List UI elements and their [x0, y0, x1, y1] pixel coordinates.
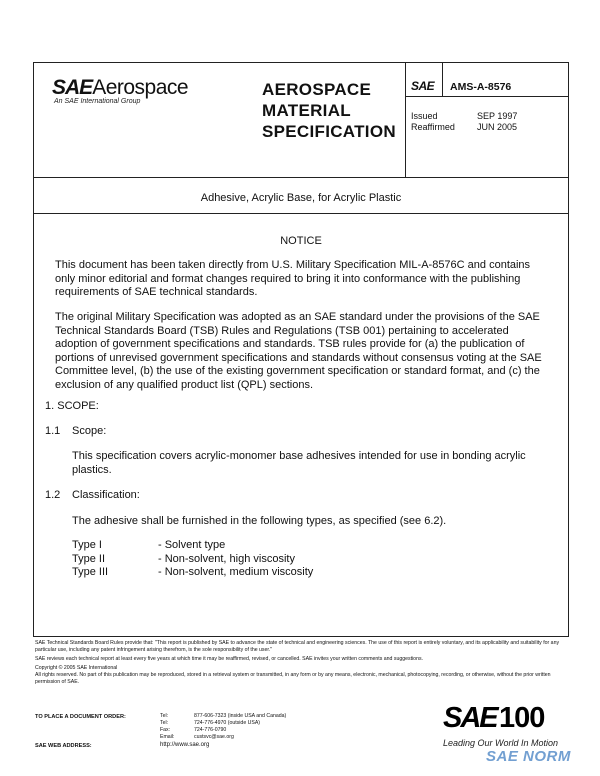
type-row	[72, 553, 313, 567]
title-line-1: AEROSPACE	[262, 80, 372, 99]
reaffirmed-value: JUN 2005	[477, 122, 518, 132]
footer-copyright: Copyright © 2005 SAE International	[35, 665, 118, 671]
type-label: Type II	[72, 552, 106, 565]
contact-label: Email:	[160, 734, 175, 740]
section-1-1-number: 1.1	[45, 425, 61, 437]
type-label: Type III	[72, 566, 109, 578]
title-line-3: SPECIFICATION	[262, 122, 396, 141]
issued-label: Issued	[411, 111, 438, 121]
doc-number: AMS-A-8576	[450, 81, 512, 93]
footer-review: SAE reviews each technical report at least every five years at which time it may be reaffirmed, revised, or cancelled. SAE invites your written comments and suggestions.	[35, 656, 423, 662]
notice-para-2: The original Military Specification was adopted as an SAE standard under the provisions of the SAE Technical Standards Board (TSB) Rules and Regulations (TSB 001) pertaining to accelerated adoption of government specifications and standards. TSB rules provide for (a) the publication of portions of unrevised government specifications and standards without consensus voting at the SAE Committee level, (b) the use of the existing government specification or standard format, and (c) the exclusion of any qualified product list (QPL) sections.	[55, 311, 542, 391]
logo-sae-text: SAE	[52, 76, 93, 99]
sae-100-logo-sae: SAE	[443, 702, 497, 734]
notice-heading: NOTICE	[280, 235, 322, 247]
issue-dates	[411, 111, 517, 133]
footer-tsb-rules: SAE Technical Standards Board Rules provide that: "This report is published by SAE to advance the state of technical and engineering sciences. The use of this report is entirely voluntary, and its applicability and suitability for any particular use, including any patent infringement arising therefrom, is the sole responsibility of the user."	[35, 640, 560, 653]
section-1-1-title: Scope:	[72, 425, 107, 437]
contact-value[interactable]: 877-606-7323 (inside USA and Canada)	[194, 713, 287, 719]
contact-label: Tel:	[160, 720, 169, 726]
order-label: TO PLACE A DOCUMENT ORDER:	[35, 714, 126, 720]
contact-row	[160, 734, 400, 741]
type-row	[72, 566, 313, 580]
sae-100-logo	[443, 704, 573, 734]
header-divider	[34, 177, 568, 178]
sae-100-logo-number: 100	[499, 702, 545, 734]
header-vdivider-2	[442, 63, 443, 96]
title-divider	[34, 213, 568, 214]
footer-rights: All rights reserved. No part of this publication may be reproduced, stored in a retrieval system or transmitted, in any form or by any means, electronic, mechanical, photocopying, recording, or otherwise, without the prior written permission of SAE.	[35, 672, 551, 685]
contact-row	[160, 713, 400, 720]
notice-para-1: This document has been taken directly from U.S. Military Specification MIL-A-8576C and contains only minor editorial and format changes required to bring it into conformance with the publishing requirements of SAE technical standards.	[55, 259, 531, 298]
types-list	[72, 539, 313, 580]
header-row-divider	[405, 96, 569, 97]
order-contacts	[160, 713, 400, 741]
type-desc: - Solvent type	[158, 539, 226, 551]
contact-row	[160, 727, 400, 734]
contact-value[interactable]: 724-776-0790	[194, 727, 227, 733]
type-desc: - Non-solvent, high viscosity	[158, 552, 295, 565]
contact-label: Fax:	[160, 727, 171, 733]
sae-100-tagline: Leading Our World In Motion	[443, 738, 559, 748]
sae-aerospace-logo	[52, 76, 188, 100]
type-row	[72, 539, 313, 553]
sae-norm-watermark: SAE NORM	[486, 748, 571, 765]
contact-row	[160, 720, 400, 727]
issued-value: SEP 1997	[477, 111, 518, 121]
footer-fineprint	[35, 640, 569, 686]
section-1-heading: 1. SCOPE:	[45, 400, 99, 412]
spec-title	[262, 79, 396, 142]
type-desc: - Non-solvent, medium viscosity	[158, 566, 314, 578]
header-vdivider-1	[405, 63, 406, 177]
section-1-1-text: This specification covers acrylic-monomer base adhesives intended for use in bonding acrylic plastics.	[72, 450, 526, 476]
web-label: SAE WEB ADDRESS:	[35, 743, 92, 749]
section-1-2-title: Classification:	[72, 489, 140, 501]
web-address-link[interactable]: http://www.sae.org	[160, 742, 210, 748]
contact-label: Tel:	[160, 713, 169, 719]
reaffirmed-label: Reaffirmed	[411, 122, 455, 132]
logo-aerospace-text: Aerospace	[92, 76, 189, 99]
section-1-2-text: The adhesive shall be furnished in the following types, as specified (see 6.2).	[72, 515, 447, 527]
section-1-2-number: 1.2	[45, 489, 61, 501]
type-label: Type I	[72, 539, 102, 551]
contact-value[interactable]: 724-776-4970 (outside USA)	[194, 720, 261, 726]
small-sae-logo: SAE	[411, 79, 435, 93]
document-title: Adhesive, Acrylic Base, for Acrylic Plastic	[200, 192, 402, 204]
contact-email[interactable]: custsvc@sae.org	[194, 734, 234, 740]
title-line-2: MATERIAL	[262, 101, 351, 120]
logo-tagline: An SAE International Group	[54, 98, 141, 105]
